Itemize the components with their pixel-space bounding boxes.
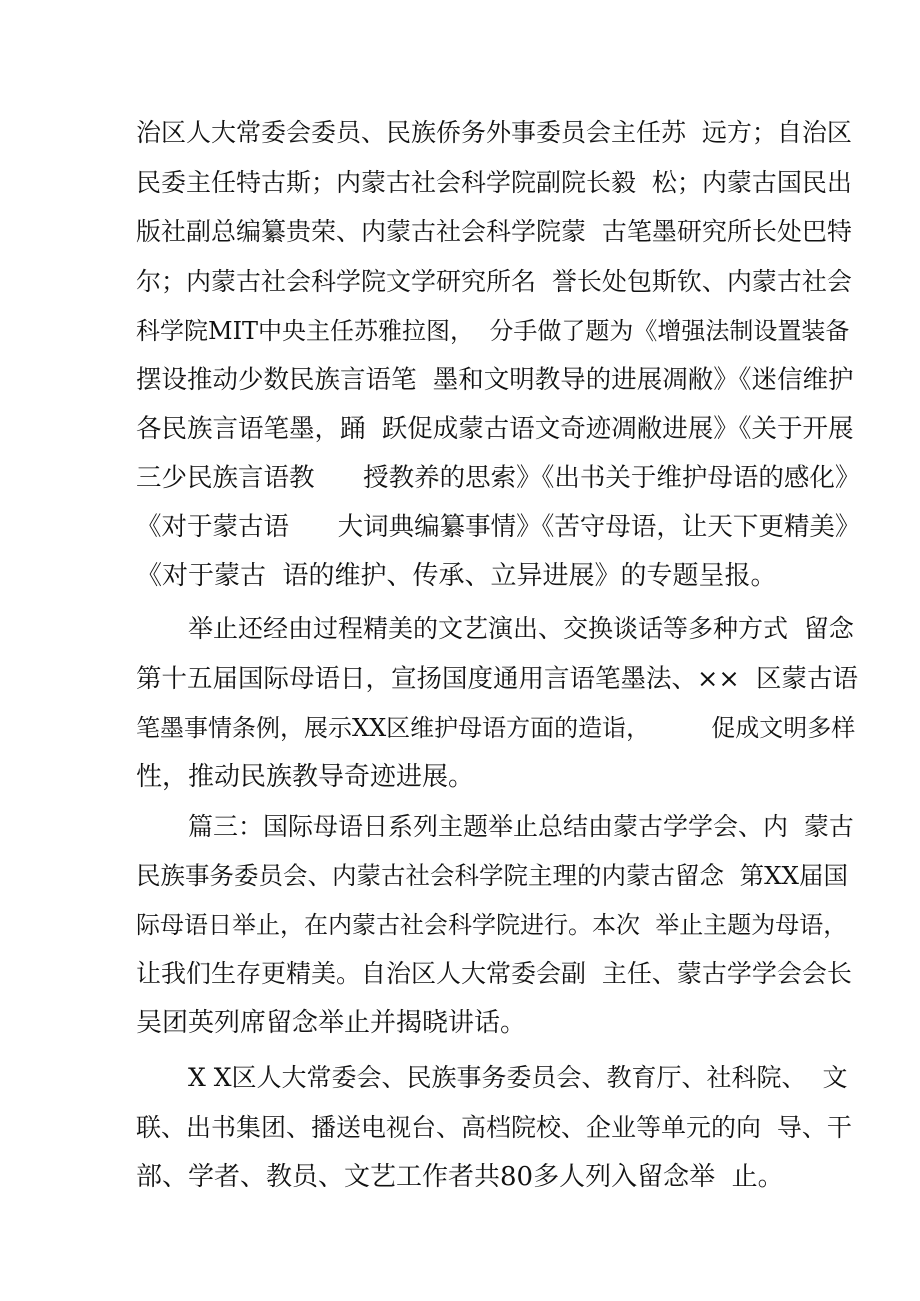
body-line: 联、出书集团、播送电视台、高档院校、企业等单元的向 导、干 [136, 1113, 852, 1142]
body-line: 部、学者、教员、文艺工作者共80多人列入留念举 止。 [136, 1162, 784, 1192]
body-line: 版社副总编纂贵荣、内蒙古社会科学院蒙 古笔墨研究所长处巴特 [136, 217, 852, 246]
body-line: X X区人大常委会、民族事务委员会、教育厅、社科院、 文 [188, 1063, 848, 1092]
body-line: 吴团英列席留念举止并揭晓讲话。 [136, 1008, 527, 1038]
body-line: 民委主任特古斯；内蒙古社会科学院副院长毅 松；内蒙古国民出 [136, 168, 852, 197]
body-line: 民族事务委员会、内蒙古社会科学院主理的内蒙古留念 第XX届国 [136, 861, 848, 890]
body-line: 笔墨事情条例，展示XX区维护母语方面的造诣， 促成文明多样 [136, 714, 856, 742]
body-line: 科学院MIT中央主任苏雅拉图， 分手做了题为《增强法制设置装备 [136, 317, 850, 345]
body-line: 摆设推动少数民族言语笔 墨和文明教导的进展凋敝》《迷信维护 [136, 365, 854, 395]
body-line: 治区人大常委会委员、民族侨务外事委员会主任苏 远方；自治区 [136, 118, 852, 147]
body-line: 让我们生存更精美。自治区人大常委会副 主任、蒙古学学会会长 [136, 959, 852, 988]
body-line: 举止还经由过程精美的文艺演出、交换谈话等多种方式 留念 [188, 614, 854, 643]
body-line: 篇三：国际母语日系列主题举止总结由蒙古学学会、内 蒙古 [188, 812, 854, 841]
body-line: 《对于蒙古语 大词典编纂事情》《苦守母语，让天下更精美》 [136, 512, 861, 542]
body-line: 尔；内蒙古社会科学院文学研究所名 誉长处包斯钦、内蒙古社会 [136, 267, 852, 296]
body-line: 各民族言语笔墨，踊 跃促成蒙古语文奇迹凋敝进展》《关于开展 [136, 414, 854, 444]
body-line: 《对于蒙古 语的维护、传承、立异进展》的专题呈报。 [136, 561, 777, 591]
body-line: 第十五届国际母语日，宣扬国度通用言语笔墨法、×× 区蒙古语 [136, 664, 858, 694]
body-line: 三少民族言语教 授教养的思索》《出书关于维护母语的感化》 [136, 463, 861, 493]
body-line: 性，推动民族教导奇迹进展。 [136, 762, 475, 792]
body-line: 际母语日举止，在内蒙古社会科学院进行。本次 举止主题为母语， [136, 911, 848, 939]
